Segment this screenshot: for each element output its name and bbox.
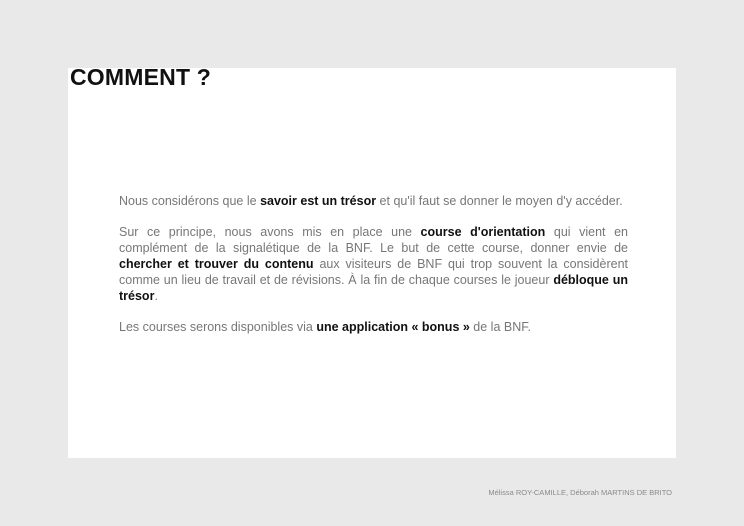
p3-text-2: de la BNF. — [469, 320, 531, 334]
paragraph-2 — [119, 224, 628, 304]
p2-text-1: Sur ce principe, nous avons mis en place une — [119, 225, 421, 239]
p2-text-3: aux visiteurs de BNF qui trop souvent la considèrent comme un lieu de travail et de révisions. À la fin de chaque courses le joueur — [119, 257, 629, 287]
p2-bold-2: chercher et trouver du contenu — [119, 257, 314, 271]
footer-authors: Mélissa ROY-CAMILLE, Déborah MARTINS DE BRITO — [488, 488, 672, 497]
p1-bold-1: savoir est un trésor — [260, 194, 377, 208]
page-title: COMMENT ? — [70, 64, 212, 90]
p1-text-2: et qu'il faut se donner le moyen d'y accéder. — [376, 194, 623, 208]
p2-bold-3: débloque un trésor — [119, 273, 628, 303]
body-text — [119, 193, 628, 350]
p2-text-2: qui vient en complément de la signalétique de la BNF. Le but de cette course, donner envie de — [119, 225, 628, 255]
p1-text-1: Nous considérons que le — [119, 194, 261, 208]
p3-text-1: Les courses serons disponibles via — [119, 320, 317, 334]
paragraph-3 — [119, 319, 628, 335]
p2-text-4: . — [154, 289, 158, 303]
p3-bold-1: une application « bonus » — [316, 320, 470, 334]
p2-bold-1: course d'orientation — [420, 225, 546, 239]
paragraph-1 — [119, 193, 628, 209]
